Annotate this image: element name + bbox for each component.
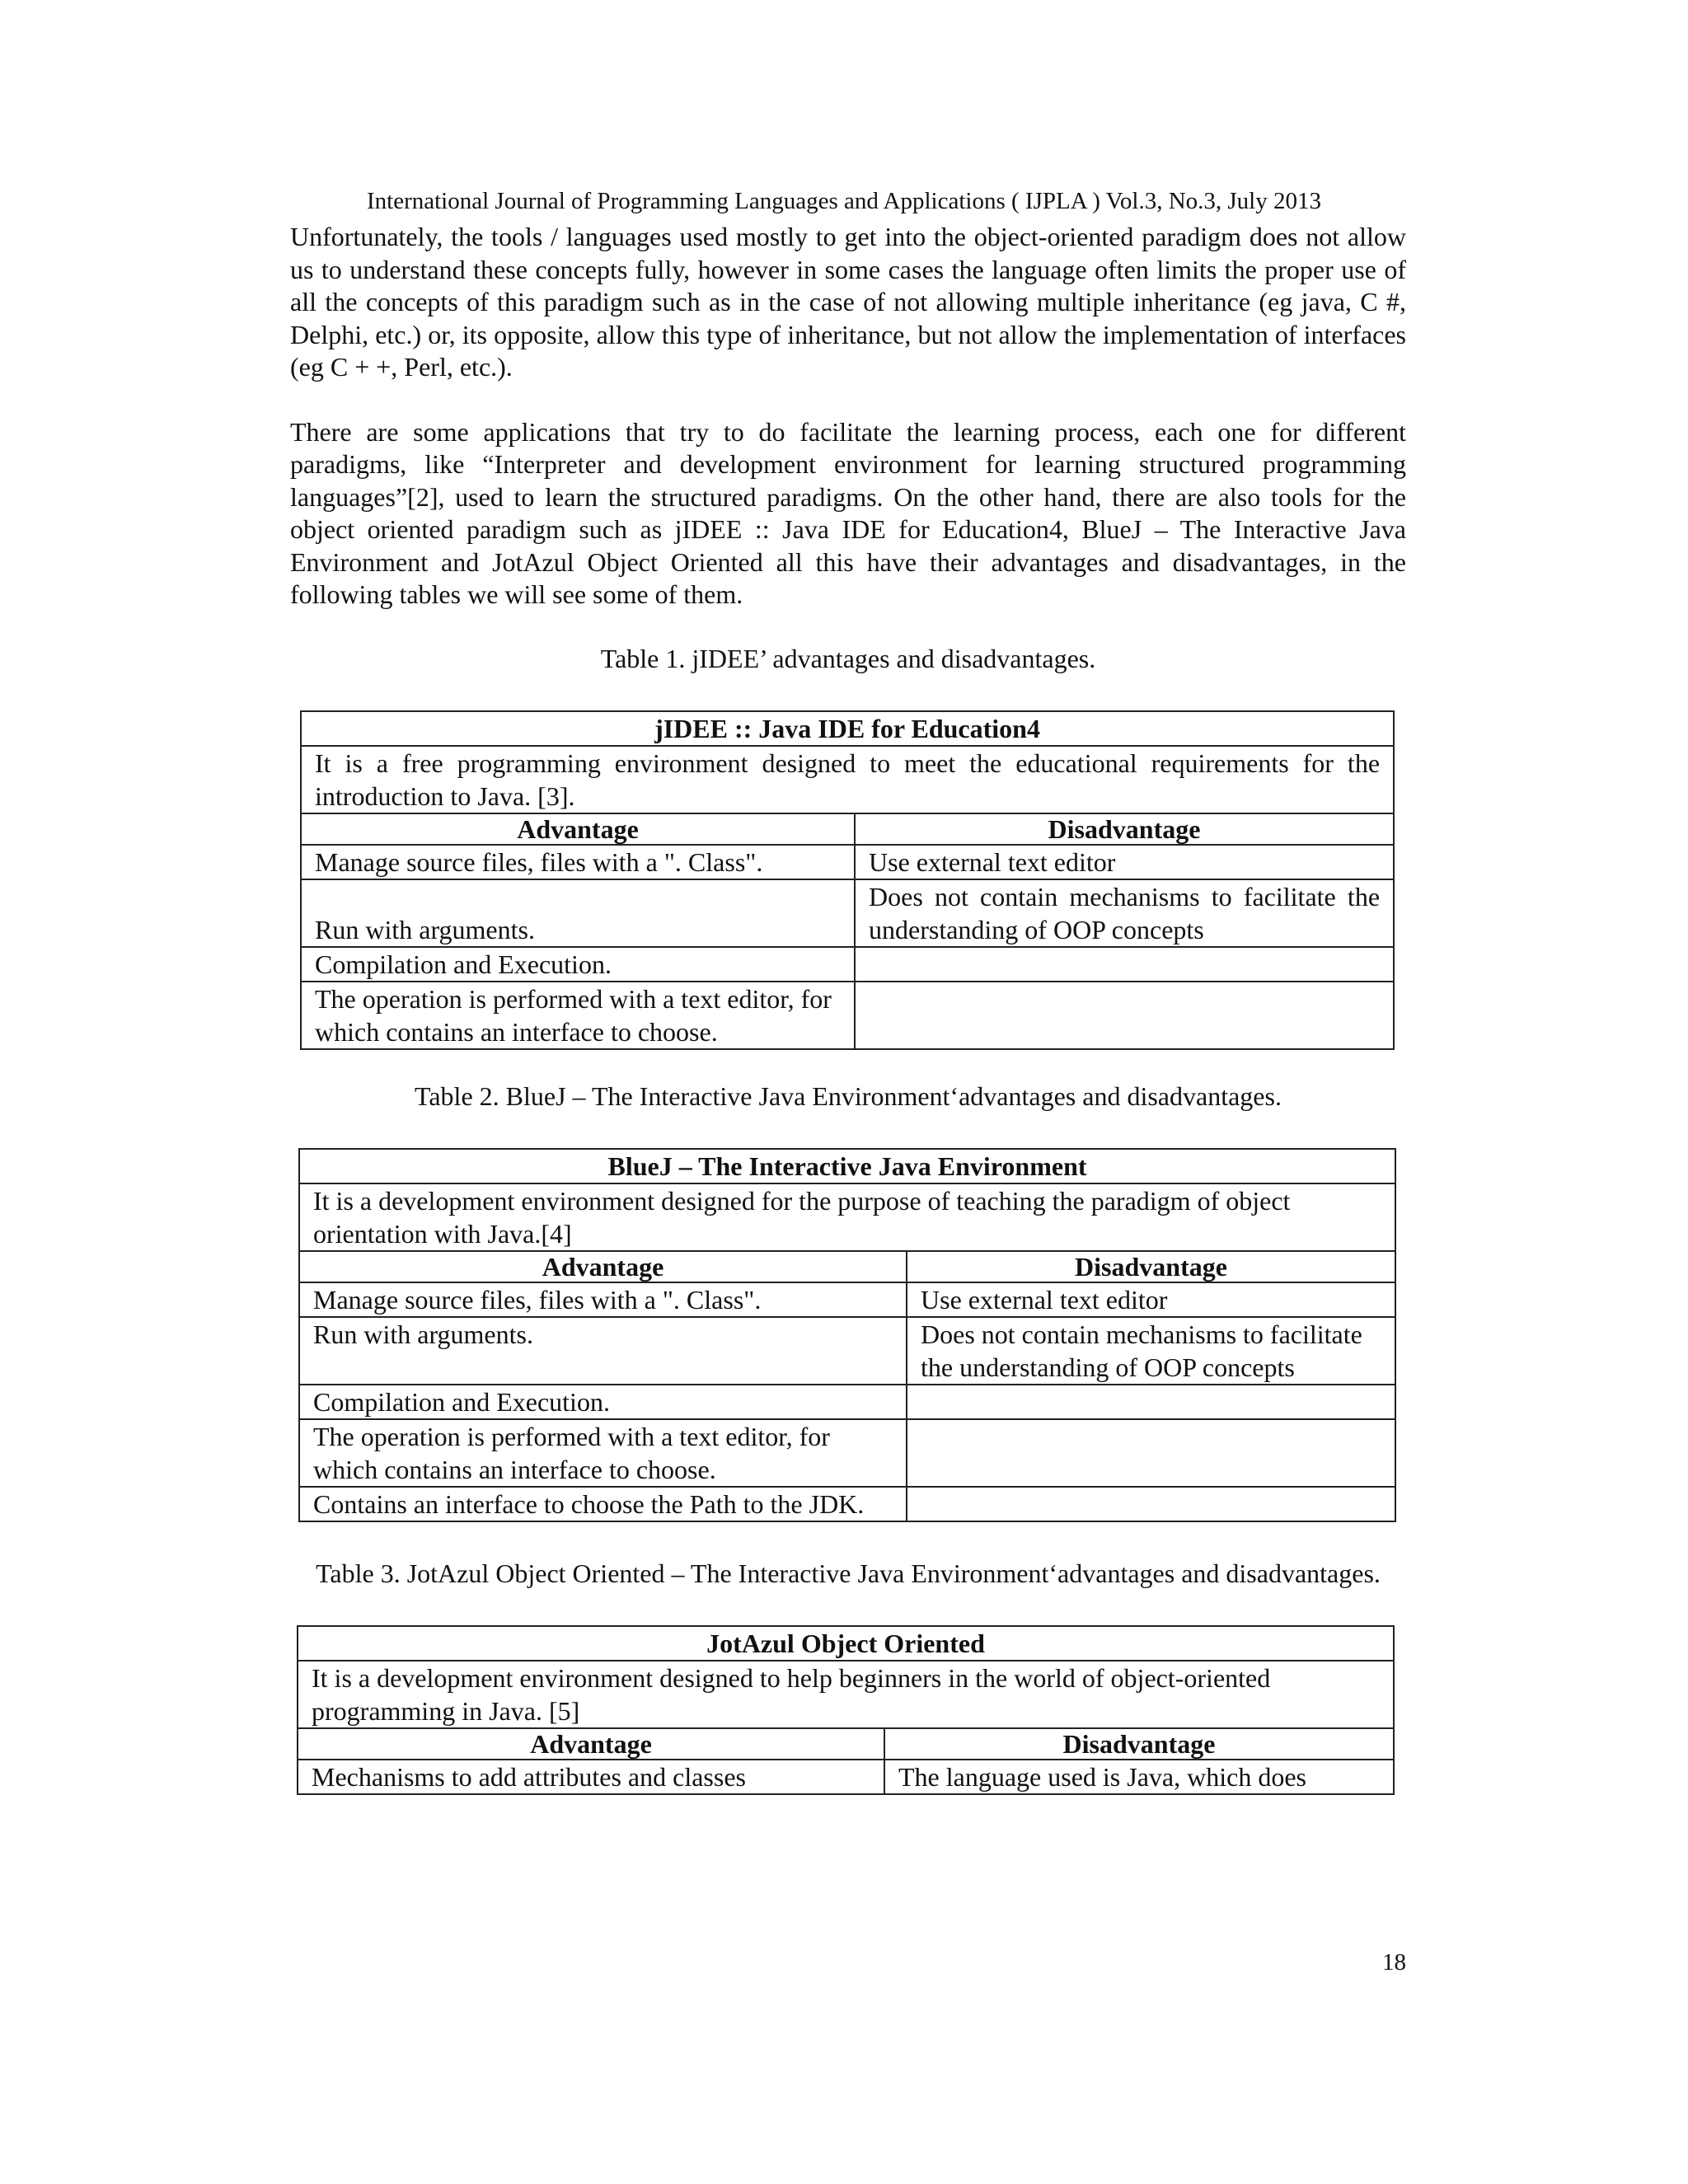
table-cell — [855, 982, 1394, 1049]
table-cell: Run with arguments. — [301, 879, 855, 947]
table-cell: Compilation and Execution. — [299, 1385, 907, 1419]
table-2-description: It is a development environment designed for the purpose of teaching the paradigm of object orientation with Java.[4] — [299, 1183, 1395, 1251]
table-cell: Mechanisms to add attributes and classes — [298, 1760, 884, 1794]
table-cell: Manage source files, files with a ". Class". — [299, 1282, 907, 1317]
table-2-caption: Table 2. BlueJ – The Interactive Java Environment‘advantages and disadvantages. — [415, 1080, 1282, 1111]
table-1 — [300, 710, 1395, 1050]
table-2-header-disadvantage: Disadvantage — [907, 1251, 1395, 1282]
table-cell: The operation is performed with a text editor, for which contains an interface to choose. — [301, 982, 855, 1049]
table-row — [299, 1487, 1395, 1521]
table-row — [301, 879, 1394, 947]
table-row — [299, 1317, 1395, 1385]
table-cell: Does not contain mechanisms to facilitate the understanding of OOP concepts — [907, 1317, 1395, 1385]
table-3-header-advantage: Advantage — [298, 1728, 884, 1760]
table-1-caption: Table 1. jIDEE’ advantages and disadvantages. — [600, 643, 1096, 673]
running-header: International Journal of Programming Languages and Applications ( IJPLA ) Vol.3, No.3, July 2013 — [367, 188, 1321, 214]
table-1-header-advantage: Advantage — [301, 813, 855, 845]
table-2-title: BlueJ – The Interactive Java Environment — [299, 1149, 1395, 1183]
table-1-header-disadvantage: Disadvantage — [855, 813, 1394, 845]
table-row — [301, 845, 1394, 879]
table-row — [299, 1282, 1395, 1317]
table-3 — [297, 1625, 1395, 1795]
table-row — [298, 1760, 1394, 1794]
table-row — [301, 947, 1394, 982]
table-3-title: JotAzul Object Oriented — [298, 1626, 1394, 1661]
table-1-title: jIDEE :: Java IDE for Education4 — [301, 711, 1394, 746]
table-cell: Contains an interface to choose the Path to the JDK. — [299, 1487, 907, 1521]
table-3-description: It is a development environment designed to help beginners in the world of object-oriented programming in Java. [5] — [298, 1661, 1394, 1728]
table-1-description: It is a free programming environment designed to meet the educational requirements for the introduction to Java. [3]. — [301, 746, 1394, 813]
page-number: 18 — [1382, 1949, 1406, 1975]
table-2 — [298, 1148, 1396, 1522]
table-cell: Run with arguments. — [299, 1317, 907, 1385]
page-content — [290, 221, 1406, 1795]
table-3-caption: Table 3. JotAzul Object Oriented – The Interactive Java Environment‘advantages and disadvantages. — [316, 1558, 1381, 1588]
table-cell — [907, 1487, 1395, 1521]
table-cell: Use external text editor — [855, 845, 1394, 879]
table-row — [301, 982, 1394, 1049]
table-cell — [855, 947, 1394, 982]
table-cell — [907, 1419, 1395, 1487]
table-cell: Use external text editor — [907, 1282, 1395, 1317]
table-row — [299, 1419, 1395, 1487]
table-row — [299, 1385, 1395, 1419]
table-cell: The language used is Java, which does — [884, 1760, 1394, 1794]
table-cell — [907, 1385, 1395, 1419]
paragraph-intro: Unfortunately, the tools / languages used mostly to get into the object-oriented paradigm does not allow us to understand these concepts fully, however in some cases the language often limits the proper use of all the concepts of this paradigm such as in the case of not allowing multiple inheritance (eg java, C #, Delphi, etc.) or, its opposite, allow this type of inheritance, but not allow the implementation of interfaces (eg C + +, Perl, etc.). — [290, 222, 1406, 382]
table-cell: Does not contain mechanisms to facilitate the understanding of OOP concepts — [855, 879, 1394, 947]
table-cell: The operation is performed with a text editor, for which contains an interface to choose. — [299, 1419, 907, 1487]
paragraph-tools: There are some applications that try to do facilitate the learning process, each one for different paradigms, like “Interpreter and development environment for learning structured programming languages”[2], used to learn the structured paradigms. On the other hand, there are also tools for the object oriented paradigm such as jIDEE :: Java IDE for Education4, BlueJ – The Interactive Java Environment and JotAzul Object Oriented all this have their advantages and disadvantages, in the following tables we will see some of them. — [290, 416, 1406, 609]
table-3-header-disadvantage: Disadvantage — [884, 1728, 1394, 1760]
table-cell: Manage source files, files with a ". Class". — [301, 845, 855, 879]
table-2-header-advantage: Advantage — [299, 1251, 907, 1282]
table-cell: Compilation and Execution. — [301, 947, 855, 982]
